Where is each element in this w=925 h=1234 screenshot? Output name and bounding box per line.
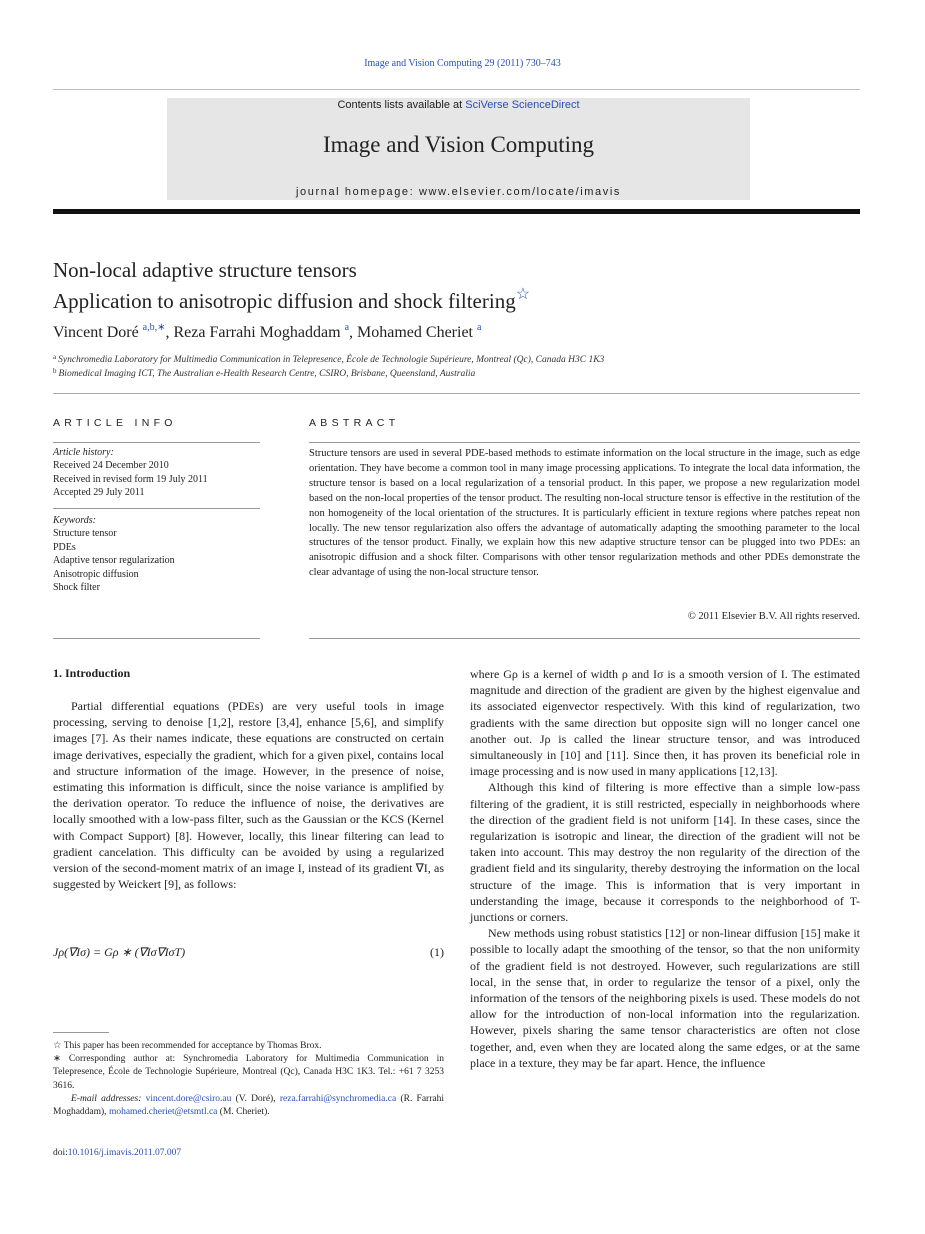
article-subtitle: Application to anisotropic diffusion and shock filtering [53, 289, 516, 313]
article-title-line2 [53, 284, 530, 314]
journal-reference-link[interactable]: Image and Vision Computing 29 (2011) 730–743 [364, 58, 561, 69]
author-list [53, 322, 481, 342]
author-name: , Reza Farrahi Moghaddam [165, 324, 345, 341]
author-affil-mark[interactable]: a [476, 322, 482, 333]
contents-prefix: Contents lists available at [337, 99, 466, 111]
intro-paragraph: Partial differential equations (PDEs) are very useful tools in image processing, serving to denoise [1,2], restore [3,4], enhance [5,6], and simplify images [7]. As their names indicate, these equations are constructed on certain image derivatives, especially the gradient, which for a given pixel, contains local and structure information of the image. However, in the presence of noise, estimating this information is difficult, since the noise variance is amplified by the derivation operator. To reduce the influence of noise, the derivatives are locally smoothed with a low-pass filter, such as the Gaussian or the KCS (Kernel with Compact Support) [8]. However, locally, this linear filtering can lead to gradient cancelation. This difficulty can be avoided by using a regularized version of the second-moment matrix of an image I, instead of its gradient ∇I, as suggested by Weickert [9], as follows: [53, 699, 444, 892]
affil-mark: b [53, 367, 57, 375]
section-heading-introduction: 1. Introduction [53, 666, 131, 680]
history-entry: Received in revised form 19 July 2011 [53, 473, 208, 485]
article-info-rule [53, 638, 260, 639]
abstract-rule [309, 442, 860, 443]
keywords-label: Keywords: [53, 515, 96, 526]
abstract-heading: ABSTRACT [309, 417, 400, 429]
doi-link[interactable]: 10.1016/j.imavis.2011.07.007 [67, 1148, 182, 1158]
history-entry: Accepted 29 July 2011 [53, 487, 145, 499]
journal-homepage: journal homepage: www.elsevier.com/locate/imavis [295, 186, 622, 198]
equation-1 [53, 945, 444, 960]
article-info-rule [53, 508, 260, 509]
article-info-heading: ARTICLE INFO [53, 417, 177, 429]
equation-body: Jρ(∇Iσ) = Gρ ∗ (∇Iσ∇IσT) [53, 945, 186, 959]
keyword: Anisotropic diffusion [53, 568, 139, 580]
email-label: E-mail addresses: [71, 1093, 146, 1104]
equation-number: (1) [430, 945, 444, 959]
history-label: Article history: [53, 447, 114, 458]
journal-title: Image and Vision Computing [323, 132, 594, 157]
affil-text: Biomedical Imaging ICT, The Australian e-Health Research Centre, CSIRO, Brisbane, Queensland, Australia [58, 369, 476, 379]
author-name: , Mohamed Cheriet [349, 324, 477, 341]
author-name: Vincent Doré [53, 324, 143, 341]
email-owner: (M. Cheriet). [217, 1107, 270, 1118]
affiliation-b [53, 367, 475, 379]
footnote-star: ☆ This paper has been recommended for acceptance by Thomas Brox. [53, 1041, 322, 1051]
footnote-emails [53, 1093, 444, 1119]
contents-line [167, 99, 750, 111]
email-link-cheriet[interactable]: mohamed.cheriet@etsmtl.ca [108, 1107, 218, 1118]
header-rule [53, 89, 860, 90]
journal-masthead [167, 98, 750, 200]
keyword: Adaptive tensor regularization [53, 555, 175, 567]
footnote-rule [53, 1032, 109, 1033]
email-link-dore[interactable]: vincent.dore@csiro.au [145, 1093, 232, 1104]
body-paragraph: Although this kind of filtering is more effective than a simple low-pass filtering of the gradient, it is still restricted, especially in neighborhoods where the direction of the gradient field is not uniform [14]. In these cases, since the regularization is isotropic and linear, the direction of the gradient will not be taken into account. This may destroy the non regularity of the direction of the gradient field and its singularity, thereby destroying the information on the local structure of the image. This is information that is very important in understanding the image, because it corresponds to the neighborhood of T-junctions or corners. [470, 780, 860, 925]
email-owner: (R. Farrahi Moghaddam), [53, 1093, 444, 1118]
abstract-rule [309, 638, 860, 639]
article-info-rule [53, 442, 260, 443]
doi-line [53, 1148, 181, 1158]
copyright-notice: © 2011 Elsevier B.V. All rights reserved. [687, 611, 860, 622]
history-entry: Received 24 December 2010 [53, 460, 169, 472]
email-link-farrahi[interactable]: reza.farrahi@synchromedia.ca [279, 1093, 397, 1104]
keyword: Shock filter [53, 582, 100, 594]
author-affil-mark[interactable]: a [344, 322, 350, 333]
sciencedirect-link[interactable]: SciVerse ScienceDirect [465, 99, 580, 111]
body-paragraph: where Gρ is a kernel of width ρ and Iσ is a smooth version of I. The estimated magnitude and direction of the gradient are given by the highest eigenvalue and its associated eigenvector respectively. With this kind of regularization, two gradients with the same direction but opposite sign will no longer cancel one another out. Jρ is called the linear structure tensor, and was introduced simultaneously in [10] and [11]. Since then, it has proven its beneficial role in image processing and is now used in many applications [12,13]. [470, 667, 860, 779]
affil-text: Synchromedia Laboratory for Multimedia Communication in Telepresence, École de Technologie Supérieure, Montreal (Qc), Canada H3C 1K3 [58, 355, 605, 365]
article-history [53, 446, 260, 500]
body-paragraph: New methods using robust statistics [12] or non-linear diffusion [15] make it possible to locally adapt the smoothing of the tensor, so that the non uniformity of the gradient field is not destroyed. However, such regularizations are still local, in the sense that, in order to regularize the tensor of a pixel, only the information of the tensors of the neighboring pixels is used. These models do not allow for the introduction of non-local information into the regularization. However, pixels sharing the same tensor characteristics are often not close together, and, even when they are located along the same edges, or at the same place in a texture, they may be far apart. Hence, the influence [470, 926, 860, 1070]
footnotes [53, 1040, 444, 1119]
keyword: Structure tensor [53, 528, 117, 540]
footnote-corresponding: ∗ Corresponding author at: Synchromedia Laboratory for Multimedia Communication in Telepresence, École de Technologie Supérieure, Montreal (Qc), Canada H3C 1K3. Tel.: +61 7 3253 3616. [53, 1054, 444, 1091]
right-column [470, 666, 860, 1071]
section-rule [53, 393, 860, 394]
keyword: PDEs [53, 541, 76, 553]
affil-mark: a [53, 353, 57, 361]
keywords-block [53, 514, 260, 594]
abstract-text: Structure tensors are used in several PDE-based methods to estimate information on the local structure in the image, such as edge orientation. They have become a common tool in many image processing applications. To integrate the local data information, the structure tensor is based on a local regularization of a tensorial product. In this paper, we propose a new regularization model based on the non-local properties of the tensor product. The resulting non-local structure tensor is effective in the restitution of the non homogeneity of the local orientation of the structures. It is particularly efficient in texture regions where patches repeat non locally. The new tensor regularization also offers the advantage of automatically adapting the smoothing parameter to the local structures of the tensor product. Finally, we explain how this new adaptive structure tensor can be plugged into two PDEs: an anisotropic diffusion and a shock filter. Comparisons with other tensor regularization methods and other PDEs demonstrate the clear advantage of using the non-local structure tensor. [309, 448, 860, 579]
doi-prefix: doi: [53, 1148, 68, 1158]
affiliation-a [53, 353, 604, 365]
email-owner: (V. Doré), [231, 1093, 280, 1104]
author-affil-mark[interactable]: a,b,∗ [142, 322, 166, 333]
article-title-line1: Non-local adaptive structure tensors [53, 258, 357, 282]
masthead-rule [53, 209, 860, 214]
title-footnote-star[interactable]: ☆ [515, 286, 531, 303]
